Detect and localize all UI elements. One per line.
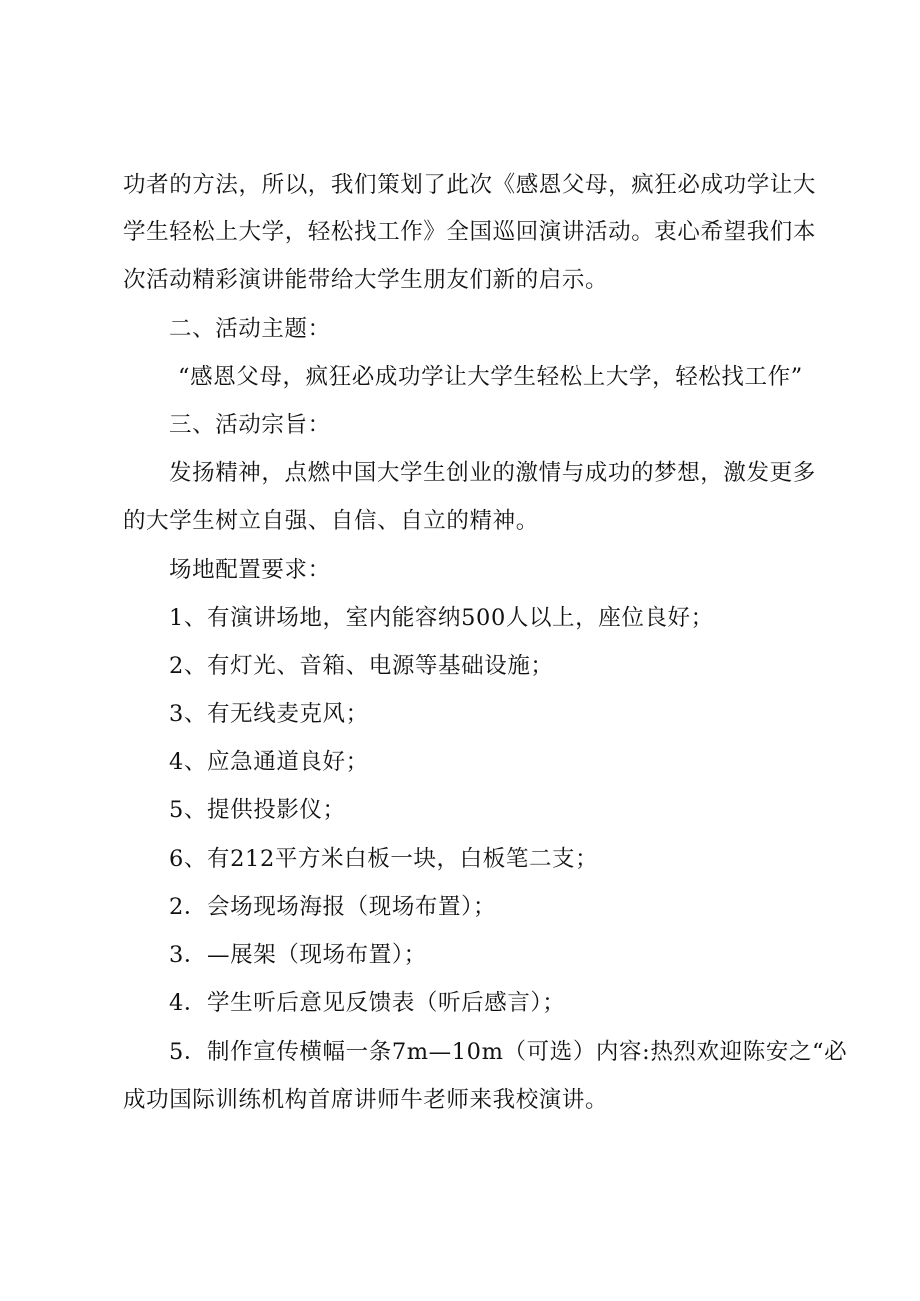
paragraph-line-3: 次活动精彩演讲能带给大学生朋友们新的启示。 <box>123 267 609 293</box>
purpose-line-1: 发扬精神，点燃中国大学生创业的激情与成功的梦想，激发更多 <box>169 460 816 486</box>
requirement-item-1: 1、有演讲场地，室内能容纳500人以上，座位良好； <box>169 605 714 631</box>
material-item-5-line-2: 成功国际训练机构首席讲师牛老师来我校演讲。 <box>123 1087 609 1113</box>
theme-quote: “感恩父母，疯狂必成功学让大学生轻松上大学，轻松找工作” <box>178 364 803 390</box>
material-item-3: 3．—展架（现场布置）； <box>169 942 427 968</box>
section-heading-theme: 二、活动主题： <box>169 316 331 342</box>
requirement-item-5: 5、提供投影仪； <box>169 797 346 823</box>
requirement-item-3: 3、有无线麦克风； <box>169 701 369 727</box>
requirement-item-6: 6、有212平方米白板一块，白板笔二支； <box>169 846 599 872</box>
material-item-5-line-1: 5．制作宣传横幅一条7m—10m（可选）内容:热烈欢迎陈安之“必 <box>169 1039 848 1065</box>
material-item-2: 2．会场现场海报（现场布置）； <box>169 894 497 920</box>
paragraph-line-1: 功者的方法，所以，我们策划了此次《感恩父母，疯狂必成功学让大 <box>123 172 817 198</box>
section-heading-purpose: 三、活动宗旨： <box>169 412 331 438</box>
purpose-line-2: 的大学生树立自强、自信、自立的精神。 <box>123 508 539 534</box>
requirement-item-4: 4、应急通道良好； <box>169 749 369 775</box>
venue-requirements-heading: 场地配置要求： <box>169 557 331 583</box>
material-item-4: 4．学生听后意见反馈表（听后感言）； <box>169 990 566 1016</box>
paragraph-line-2: 学生轻松上大学，轻松找工作》全国巡回演讲活动。衷心希望我们本 <box>123 219 817 245</box>
requirement-item-2: 2、有灯光、音箱、电源等基础设施； <box>169 653 554 679</box>
